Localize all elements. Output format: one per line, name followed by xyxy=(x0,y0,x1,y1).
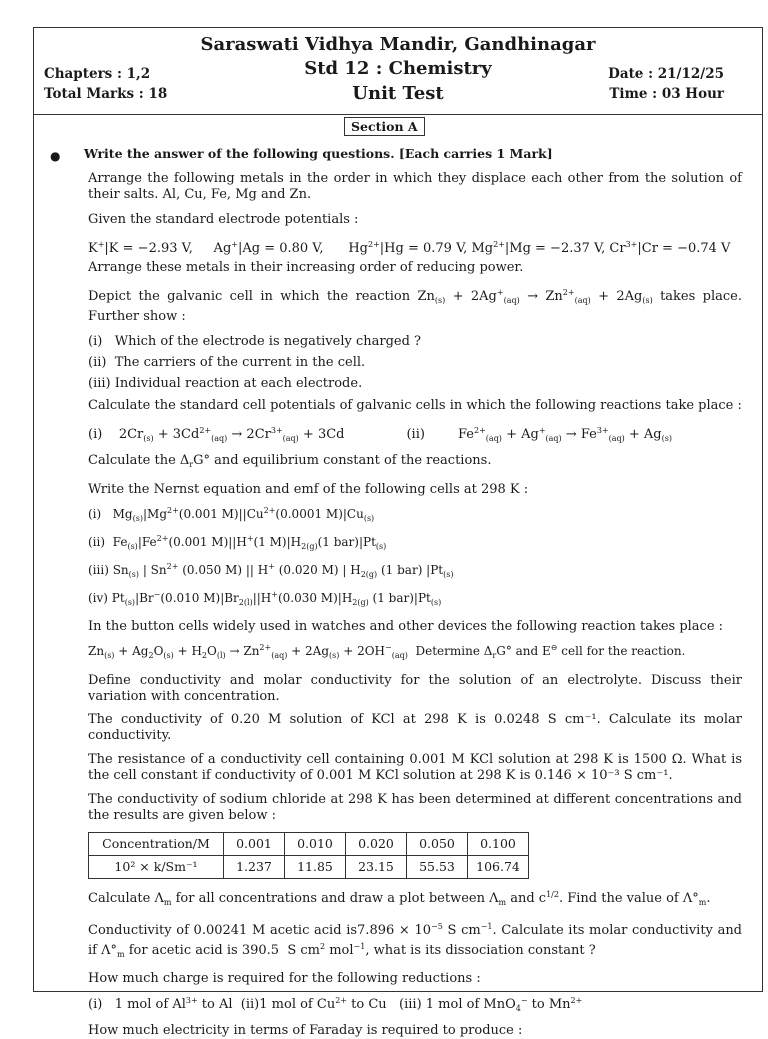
question-4-reactions: (i) $2Cr_{(s)} + 3Cd^{2+}_{(aq)} \to 2Cr^{3+}_{(aq)} + 3Cd$ (ii) $Fe^{2+}_{(aq)} + Ag^+_{(aq)} \to Fe^{3+}_{(aq)} + Ag_{(s)}$ xyxy=(88,426,672,443)
question-7: In the button cells widely used in watches and other devices the following reaction takes place : xyxy=(88,619,724,634)
question-9: The conductivity of 0.20 M solution of KCl at 298 K is 0.0248 S cm⁻¹. Calculate its molar conductivity. xyxy=(88,712,742,743)
table-row xyxy=(89,833,529,856)
table-cell: 0.010 xyxy=(285,833,346,856)
question-3: Depict the galvanic cell in which the reaction $Zn_{(s)} + 2Ag^+_{(aq)} \to Zn^{2+}_{(aq)} + 2Ag_{(s)}$ takes place. Further show : xyxy=(88,288,743,324)
total-marks-label: Total Marks : 18 xyxy=(44,86,168,102)
question-4: Calculate the standard cell potentials of galvanic cells in which the following reactions take place : xyxy=(88,398,742,413)
table-cell: 0.100 xyxy=(468,833,529,856)
school-name: Saraswati Vidhya Mandir, Gandhinagar xyxy=(200,34,596,55)
section-heading: Section A xyxy=(344,117,425,136)
question-2-intro: Given the standard electrode potentials : xyxy=(88,212,359,227)
question-13: How much charge is required for the following reductions : xyxy=(88,971,481,986)
question-12: Calculate $\Lambda_m$ for all concentrations and draw a plot between $\Lambda_m$ and $c^{1/2}$. Find the value of $\Lambda^\circ_m$. xyxy=(88,890,711,907)
question-11: The conductivity of sodium chloride at 298 K has been determined at different concentrations and the results are given below : xyxy=(88,792,742,823)
question-2-tail: Arrange these metals in their increasing order of reducing power. xyxy=(88,260,524,275)
question-3-iii: (iii) Individual reaction at each electrode. xyxy=(88,376,363,391)
header-divider xyxy=(34,114,762,115)
question-6: Write the Nernst equation and emf of the following cells at 298 K : xyxy=(88,482,529,497)
button-cell-reaction: $Zn_{(s)} + Ag_2O_{(s)} + H_2O_{(l)} \to Zn^{2+}_{(aq)} + 2Ag_{(s)} + 2OH^-_{(aq)}$ Determine $\Delta_rG^\circ$ and E⊖ cell for the reaction. xyxy=(88,643,686,660)
page-frame xyxy=(33,27,763,1038)
question-13-items: (i) 1 mol of $Al^{3+}$ to Al (ii)1 mol of $Cu^{2+}$ to Cu (iii) 1 mol of MnO$_4$− to $Mn^{2+}$ xyxy=(88,996,583,1013)
date-label: Date : 21/12/25 xyxy=(608,66,724,82)
cell-i: (i) $Mg_{(s)}|Mg^{2+}(0.001$ $M)||Cu^{2+}(0.0001$ $M)|Cu_{(s)}$ xyxy=(88,506,375,523)
nernst-cells xyxy=(88,503,742,610)
question-1: Arrange the following metals in the order in which they displace each other from the solution of their salts. Al, Cu, Fe, Mg and Zn. xyxy=(88,171,742,202)
table-row-label: Concentration/M xyxy=(89,833,224,856)
instruction-text: Write the answer of the following questions. [Each carries 1 Mark] xyxy=(84,146,553,161)
table-cell: 23.15 xyxy=(346,856,407,879)
subject-title: Std 12 : Chemistry xyxy=(304,58,492,79)
cell-iv: (iv) $Pt_{(s)}|Br^-(0.010$ $M)|Br_{2(l)}||H^+(0.030$ $M)|H_{2(g)}$ (1 $bar)|Pt_{(s)}$ xyxy=(88,590,442,607)
conductivity-table xyxy=(88,832,529,879)
table-cell: 106.74 xyxy=(468,856,529,879)
cell-ii: (ii) $Fe_{(s)}|Fe^{2+}(0.001$ M)||H+(1 $M)|H_{2(g)}(1$ $bar)|Pt_{(s)}$ xyxy=(88,534,387,551)
question-14: How much electricity in terms of Faraday is required to produce : xyxy=(88,1023,523,1038)
question-3-i-text: Which of the electrode is negatively charged ? xyxy=(114,334,422,349)
table-cell: 11.85 xyxy=(285,856,346,879)
time-label: Time : 03 Hour xyxy=(609,86,724,102)
table-cell: 0.020 xyxy=(346,833,407,856)
table-cell: 55.53 xyxy=(407,856,468,879)
bullet-icon: ● xyxy=(50,149,61,163)
table-cell: 0.050 xyxy=(407,833,468,856)
question-8: Define conductivity and molar conductivity for the solution of an electrolyte. Discuss their variation with concentration. xyxy=(88,673,742,704)
question-5: Calculate the $\Delta_rG^\circ$ and equilibrium constant of the reactions. xyxy=(88,453,492,469)
table-cell: 0.001 xyxy=(224,833,285,856)
table-row xyxy=(89,856,529,879)
table-row-label: 10² × k/Sm⁻¹ xyxy=(89,856,224,879)
chapters-label: Chapters : 1,2 xyxy=(44,66,151,82)
electrode-potentials: K+|K = −2.93 V, Ag+|Ag = 0.80 V, $Hg^{2+}|Hg = 0.79$ V, $Mg^{2+}|Mg = -2.37$ V, $Cr^{3+}|Cr = -0.74$ V xyxy=(88,240,731,256)
question-10: The resistance of a conductivity cell containing 0.001 M KCl solution at 298 K is 1500 Ω. What is the cell constant if conductivity of 0.001 M KCl solution at 298 K is 0.146 × 10⁻³ S cm⁻¹. xyxy=(88,752,742,783)
question-3-i: (i) Which of the electrode is negatively charged ? xyxy=(88,334,422,349)
question-3-ii: (ii) The carriers of the current in the cell. xyxy=(88,355,366,370)
test-title: Unit Test xyxy=(352,83,444,104)
question-12b: Conductivity of 0.00241 M acetic acid $is7.896 \times 10^{-5}$ S $cm^{-1}$. Calculate its molar conductivity and if $\Lambda^\circ_m$ for acetic acid is 390.5 S $cm^2$ mol$^{-1}$, what is its dissociation constant ? xyxy=(88,922,743,959)
question-3-ii-text: The carriers of the current in the cell. xyxy=(114,355,366,370)
table-cell: 1.237 xyxy=(224,856,285,879)
cell-iii: (iii) $Sn_{(s)}$ | $Sn^{2+}$ (0.050 M) || H+ (0.020 M) | $H_{2(g)}$ (1 bar) $|Pt_{(s)}$ xyxy=(88,562,454,579)
question-list xyxy=(88,171,742,1039)
question-3-iii-text: Individual reaction at each electrode. xyxy=(114,376,363,391)
